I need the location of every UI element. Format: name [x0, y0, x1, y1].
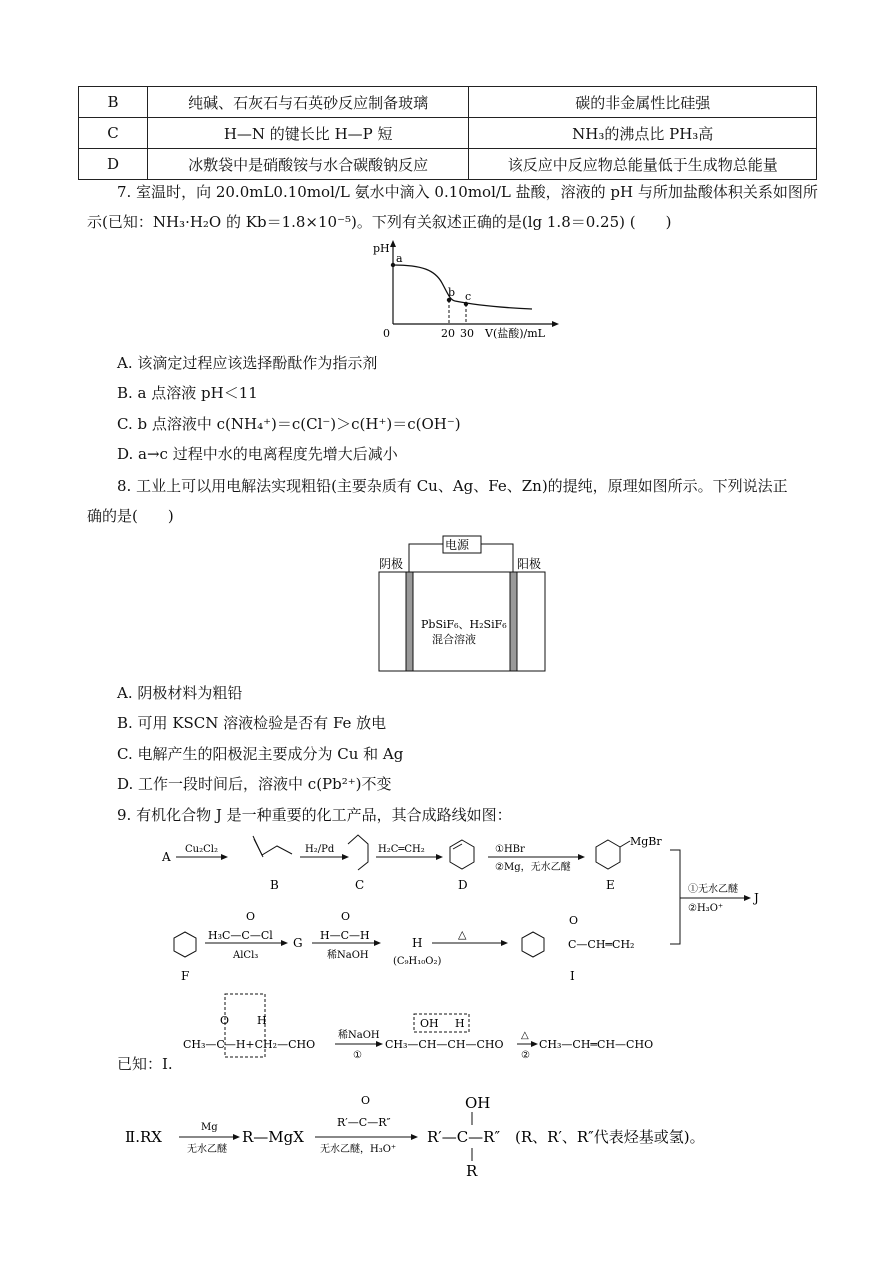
structure-e [596, 840, 620, 869]
k1-h-mid: H [455, 1017, 465, 1030]
k2-ether: 无水乙醚 [187, 1144, 227, 1155]
structure-b [253, 836, 292, 855]
formaldehyde: H—C—H [320, 929, 370, 942]
bond [620, 841, 630, 847]
row-label: B [79, 87, 148, 118]
cond-h3o: ②H₃O⁺ [688, 903, 724, 914]
q7-option-b: B. a 点溶液 pH＜11 [117, 384, 258, 402]
table-cell: 碳的非金属性比硅强 [469, 87, 817, 118]
q8-stem-line1: 8. 工业上可以用电解法实现粗铅(主要杂质有 Cu、Ag、Fe、Zn)的提纯，原理如图所示。下列说法正 [117, 477, 788, 495]
solution-label-1: PbSiF₆、H₂SiF₆ [421, 618, 507, 631]
arrowhead [501, 940, 508, 946]
merge-bracket [670, 850, 680, 944]
acyl-o: O [246, 910, 256, 923]
arrowhead [411, 1134, 418, 1140]
k2-oh: OH [465, 1094, 491, 1112]
table-row [79, 118, 817, 149]
known-reaction-2 [125, 1090, 745, 1182]
row-label: C [79, 118, 148, 149]
label-b: b [448, 286, 456, 299]
tick-20: 20 [441, 327, 455, 340]
k2-cond: 无水乙醚，H₃O⁺ [320, 1144, 397, 1155]
k1-h: H [257, 1014, 267, 1027]
label-a: a [396, 252, 403, 265]
label-h: H [412, 936, 423, 950]
origin-label: 0 [383, 327, 390, 340]
k2-note: (R、R′、R″代表烃基或氢)。 [515, 1128, 705, 1146]
known-reaction-1 [175, 990, 685, 1070]
k2-prod: R′—C—R″ [427, 1128, 501, 1146]
enone-chain: C—CH═CH₂ [568, 938, 635, 951]
mgbr-label: MgBr [630, 835, 662, 848]
arrowhead [578, 854, 585, 860]
k1-left: CH₃—C—H+CH₂—CHO [183, 1038, 316, 1051]
k1-right: CH₃—CH═CH—CHO [539, 1038, 654, 1051]
structure-c [348, 835, 368, 870]
synthesis-route [150, 832, 780, 982]
k1-step1: ① [353, 1050, 362, 1061]
wire-left [409, 544, 443, 572]
k1-mid: CH₃—CH—CH—CHO [385, 1038, 504, 1051]
q8-option-a: A. 阴极材料为粗铅 [117, 684, 243, 702]
q7-stem-line1: 7. 室温时，向 20.0mL0.10mol/L 氨水中滴入 0.10mol/L 盐酸，溶液的 pH 与所加盐酸体积关系如图所 [117, 183, 818, 201]
table-cell: NH₃的沸点比 PH₃高 [469, 118, 817, 149]
table-cell: 冰敷袋中是硝酸铵与水合碳酸钠反应 [147, 149, 469, 180]
label-i: I [570, 969, 575, 982]
q7-stem-line2: 示(已知：NH₃·H₂O 的 Kb＝1.8×10⁻⁵)。下列有关叙述正确的是(lg 1.8＝0.25) ( ) [87, 213, 672, 231]
cathode-plate [406, 572, 413, 671]
arrowhead [342, 854, 349, 860]
k1-o: O [220, 1014, 230, 1027]
point-a [391, 263, 395, 267]
tick-30: 30 [460, 327, 474, 340]
k2-r: R [466, 1162, 478, 1180]
label-c: c [465, 290, 472, 303]
q7-option-d: D. a→c 过程中水的电离程度先增大后减小 [117, 445, 398, 463]
y-label: pH [373, 242, 390, 255]
arrowhead [374, 940, 381, 946]
label-f: F [181, 969, 190, 982]
arrowhead [281, 940, 288, 946]
h-formula: (C₉H₁₀O₂) [393, 956, 442, 967]
label-c: C [355, 878, 365, 892]
anode-plate [510, 572, 517, 671]
known-label: 已知：Ⅰ. [117, 1055, 173, 1073]
reagent-h2pd: H₂/Pd [305, 844, 335, 855]
arrowhead [744, 895, 751, 901]
triple-bond-line [254, 839, 263, 857]
table-row [79, 87, 817, 118]
y-axis-arrow [390, 240, 396, 247]
reagent-ethene: H₂C═CH₂ [378, 844, 425, 855]
reagent-cu2cl2: Cu₂Cl₂ [185, 844, 218, 855]
arrowhead [233, 1134, 240, 1140]
q8-stem-line2: 确的是( ) [87, 507, 174, 525]
k2-lead: Ⅱ.RX [125, 1128, 162, 1146]
label-d: D [458, 878, 468, 892]
structure-f [174, 932, 196, 957]
power-label: 电源 [445, 538, 470, 552]
k1-step2: ② [521, 1050, 530, 1061]
formal-o: O [341, 910, 351, 923]
acyl-chloride: H₃C—C—Cl [208, 929, 273, 942]
label-j: J [754, 891, 759, 905]
x-label: V(盐酸)/mL [485, 327, 545, 340]
k2-ketone: R′—C—R″ [337, 1116, 391, 1129]
compound-a: A [162, 850, 171, 864]
k2-o: O [361, 1094, 371, 1107]
structure-i-ring [522, 932, 544, 957]
row-label: D [79, 149, 148, 180]
label-e: E [606, 878, 615, 892]
arrowhead [376, 1041, 383, 1047]
cathode-label: 阴极 [379, 557, 404, 571]
reagent-naoh: 稀NaOH [327, 950, 369, 961]
x-axis-arrow [552, 321, 559, 327]
k2-mg: Mg [201, 1122, 218, 1133]
k1-naoh: 稀NaOH [338, 1030, 380, 1041]
arrowhead [436, 854, 443, 860]
label-b: B [270, 878, 279, 892]
k2-rmgx: R—MgX [242, 1128, 304, 1146]
table-cell: 纯碱、石灰石与石英砂反应制备玻璃 [147, 87, 469, 118]
q7-option-c: C. b 点溶液中 c(NH₄⁺)＝c(Cl⁻)＞c(H⁺)＝c(OH⁻) [117, 415, 461, 433]
k1-oh: OH [420, 1017, 439, 1030]
table-cell: 该反应中反应物总能量低于生成物总能量 [469, 149, 817, 180]
q8-option-c: C. 电解产生的阳极泥主要成分为 Cu 和 Ag [117, 745, 404, 763]
titration-graph [360, 238, 560, 346]
reagent-hbr: ①HBr [495, 844, 525, 855]
arrowhead [531, 1041, 538, 1047]
enone-o: O [569, 914, 579, 927]
arrowhead [221, 854, 228, 860]
q8-option-b: B. 可用 KSCN 溶液检验是否有 Fe 放电 [117, 714, 387, 732]
label-g: G [293, 936, 303, 950]
q8-option-d: D. 工作一段时间后，溶液中 c(Pb²⁺)不变 [117, 775, 392, 793]
table-cell: H—N 的键长比 H—P 短 [147, 118, 469, 149]
cond-ether: ①无水乙醚 [688, 884, 738, 895]
reagent-mg: ②Mg，无水乙醚 [495, 862, 571, 873]
q9-stem: 9. 有机化合物 J 是一种重要的化工产品，其合成路线如图： [117, 806, 512, 824]
comparison-table [78, 86, 817, 180]
k1-heat: △ [521, 1030, 529, 1041]
wire-right [481, 544, 513, 572]
table-row [79, 149, 817, 180]
reagent-alcl3: AlCl₃ [233, 950, 259, 961]
ph-curve [393, 265, 532, 309]
electrolysis-cell [372, 532, 552, 674]
heat: △ [458, 928, 467, 941]
q7-option-a: A. 该滴定过程应该选择酚酞作为指示剂 [117, 354, 378, 372]
solution-label-2: 混合溶液 [432, 633, 476, 646]
anode-label: 阳极 [517, 557, 542, 571]
